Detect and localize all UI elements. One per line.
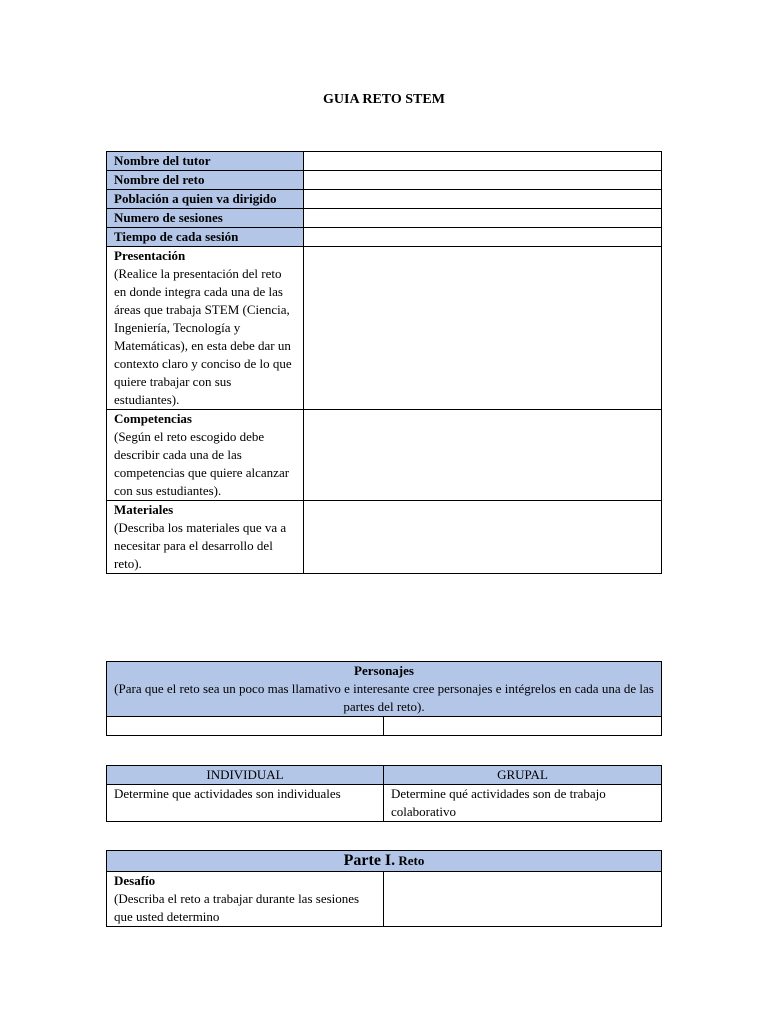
table-row bbox=[107, 410, 662, 501]
section-description-materiales: (Describa los materiales que va a necesitar para el desarrollo del reto). bbox=[114, 520, 287, 571]
table-row bbox=[107, 228, 662, 247]
personajes-title: Personajes bbox=[354, 663, 414, 678]
field-tiempo[interactable] bbox=[304, 228, 662, 247]
table-row bbox=[107, 766, 662, 785]
desafio-description: (Describa el reto a trabajar durante las sesiones que usted determino bbox=[114, 891, 360, 924]
table-row bbox=[107, 209, 662, 228]
table-row bbox=[107, 190, 662, 209]
parte-title: Parte I. bbox=[343, 852, 396, 869]
table-row bbox=[107, 152, 662, 171]
table-row bbox=[107, 247, 662, 410]
table-row bbox=[107, 785, 662, 822]
section-label-presentacion: Presentación bbox=[114, 248, 186, 263]
table-row bbox=[107, 662, 662, 717]
grupal-header: GRUPAL bbox=[384, 766, 662, 785]
desafio-field[interactable] bbox=[384, 872, 662, 927]
field-reto[interactable] bbox=[304, 171, 662, 190]
table-row bbox=[107, 717, 662, 736]
table-row bbox=[107, 872, 662, 927]
individual-header: INDIVIDUAL bbox=[107, 766, 384, 785]
field-tutor[interactable] bbox=[304, 152, 662, 171]
individual-text: Determine que actividades son individuales bbox=[107, 785, 384, 822]
info-table bbox=[106, 151, 662, 574]
document-title: GUIA RETO STEM bbox=[323, 92, 445, 107]
field-sesiones[interactable] bbox=[304, 209, 662, 228]
parte-subtitle: Reto bbox=[398, 853, 425, 868]
parte-header bbox=[107, 851, 662, 872]
label-sesiones: Numero de sesiones bbox=[107, 209, 304, 228]
personajes-field-right[interactable] bbox=[384, 717, 662, 736]
section-description-presentacion: (Realice la presentación del reto en donde integra cada una de las áreas que trabaja STEM (Ciencia, Ingeniería, Tecnología y Matemáticas), en esta debe dar un contexto claro y conciso de lo que quiere trabajar con sus estudiantes). bbox=[114, 266, 292, 407]
personajes-description: (Para que el reto sea un poco mas llamativo e interesante cree personajes e intégrelos en cada una de las partes del reto). bbox=[114, 681, 654, 714]
field-presentacion[interactable] bbox=[304, 247, 662, 410]
section-presentacion bbox=[107, 247, 304, 410]
field-poblacion[interactable] bbox=[304, 190, 662, 209]
section-materiales bbox=[107, 501, 304, 574]
table-row bbox=[107, 171, 662, 190]
label-poblacion: Población a quien va dirigido bbox=[107, 190, 304, 209]
field-competencias[interactable] bbox=[304, 410, 662, 501]
desafio-label: Desafío bbox=[114, 873, 156, 888]
section-label-competencias: Competencias bbox=[114, 411, 192, 426]
grupal-text: Determine qué actividades son de trabajo colaborativo bbox=[384, 785, 662, 822]
section-label-materiales: Materiales bbox=[114, 502, 174, 517]
parte-table bbox=[106, 850, 662, 927]
label-reto: Nombre del reto bbox=[107, 171, 304, 190]
modes-table bbox=[106, 765, 662, 822]
personajes-table bbox=[106, 661, 662, 736]
table-row bbox=[107, 851, 662, 872]
section-desafio bbox=[107, 872, 384, 927]
personajes-field-left[interactable] bbox=[107, 717, 384, 736]
label-tiempo: Tiempo de cada sesión bbox=[107, 228, 304, 247]
personajes-header bbox=[107, 662, 662, 717]
label-tutor: Nombre del tutor bbox=[107, 152, 304, 171]
table-row bbox=[107, 501, 662, 574]
field-materiales[interactable] bbox=[304, 501, 662, 574]
section-description-competencias: (Según el reto escogido debe describir cada una de las competencias que quiere alcanzar con sus estudiantes). bbox=[114, 429, 290, 498]
section-competencias bbox=[107, 410, 304, 501]
